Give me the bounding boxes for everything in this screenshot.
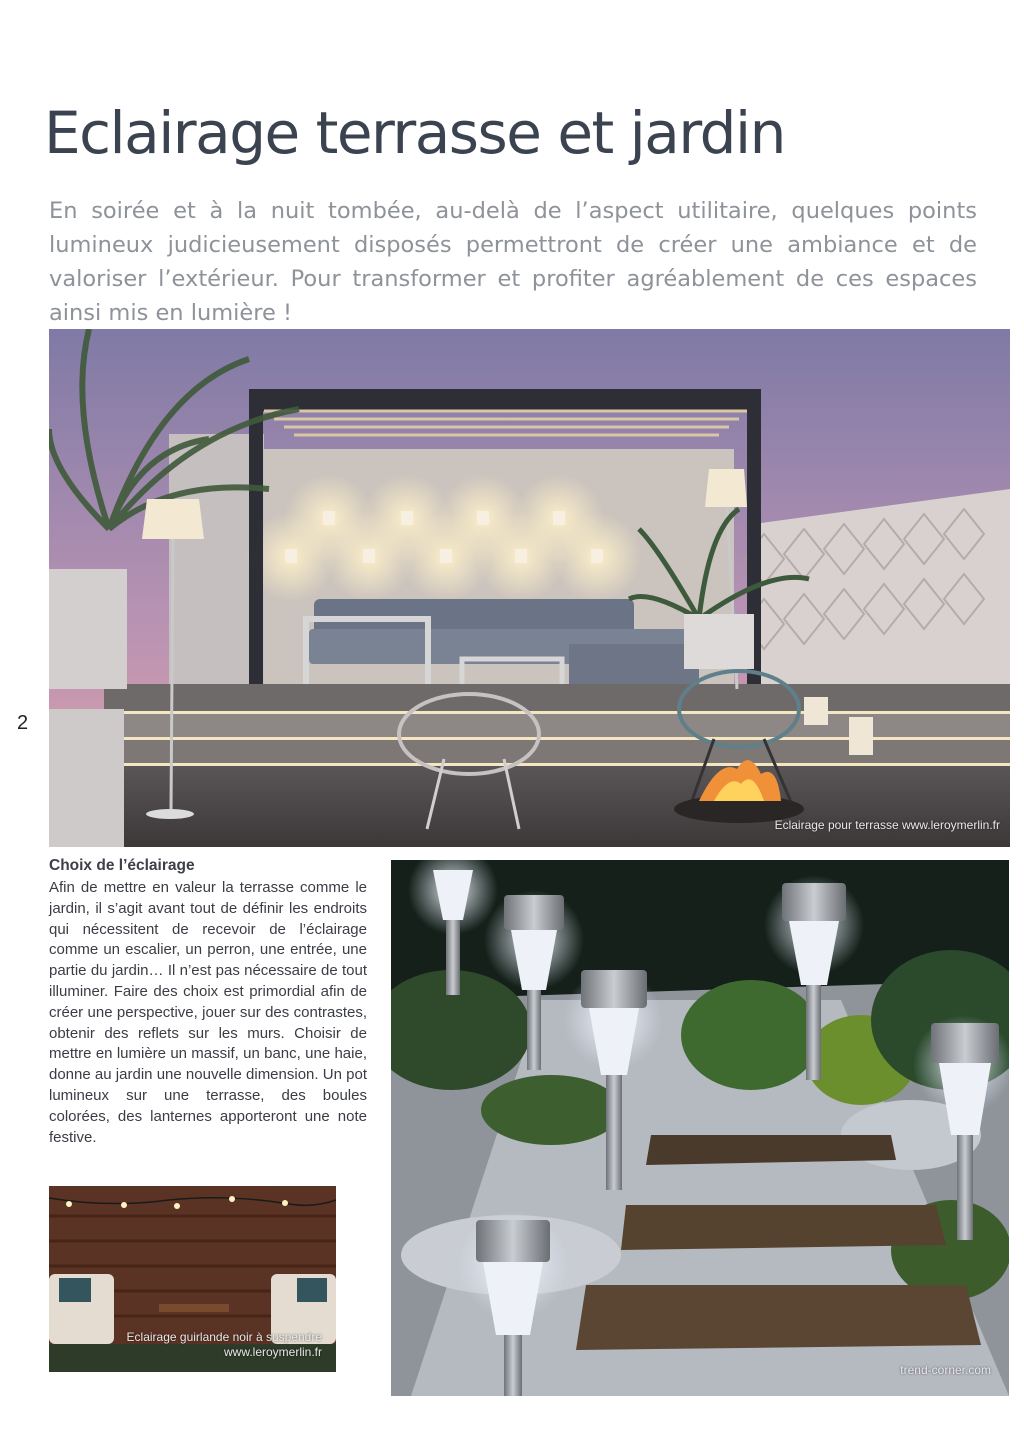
article-body: Afin de mettre en valeur la terrasse comme le jardin, il s’agit avant tout de définir les endroits qui nécessitent de recevoir de l’éclairage comme un escalier, un perron, une entrée, une partie du jardin… Il n’est pas nécessaire de tout illuminer. Faire des choix est primordial afin de créer une perspective, jouer sur des contrastes, obtenir des reflets sur les murs. Choisir de mettre en lumière un massif, un banc, une haie, donne au jardin une nouvelle dimension. Un pot lumineux sur une terrasse, des boules colorées, des lanternes apporteront une note festive. [49, 879, 367, 1146]
page-number: 2 [17, 712, 29, 734]
page-title: Eclairage terrasse et jardin [44, 99, 785, 167]
garden-path-photo-caption: trend-corner.com [900, 1363, 991, 1377]
terrace-photo-caption: Eclairage pour terrasse www.leroymerlin.fr [774, 818, 1000, 832]
garland-caption-line1: Eclairage guirlande noir à suspendre [126, 1330, 322, 1344]
garden-path-photo [391, 860, 1009, 1396]
garland-photo-caption [127, 1330, 322, 1360]
garland-caption-line2: www.leroymerlin.fr [223, 1345, 322, 1359]
garland-photo [49, 1186, 336, 1372]
intro-paragraph: En soirée et à la nuit tombée, au-delà de l’aspect utilitaire, quelques points lumineux judicieusement disposés permettront de créer une ambiance et de valoriser l’extérieur. Pour transformer et profiter agréablement de ces espaces ainsi mis en lumière ! [49, 198, 977, 326]
terrace-illustration [49, 329, 1010, 847]
terrace-photo [49, 329, 1010, 847]
garden-path-illustration [391, 860, 1009, 1396]
section-heading: Choix de l’éclairage [49, 857, 195, 874]
